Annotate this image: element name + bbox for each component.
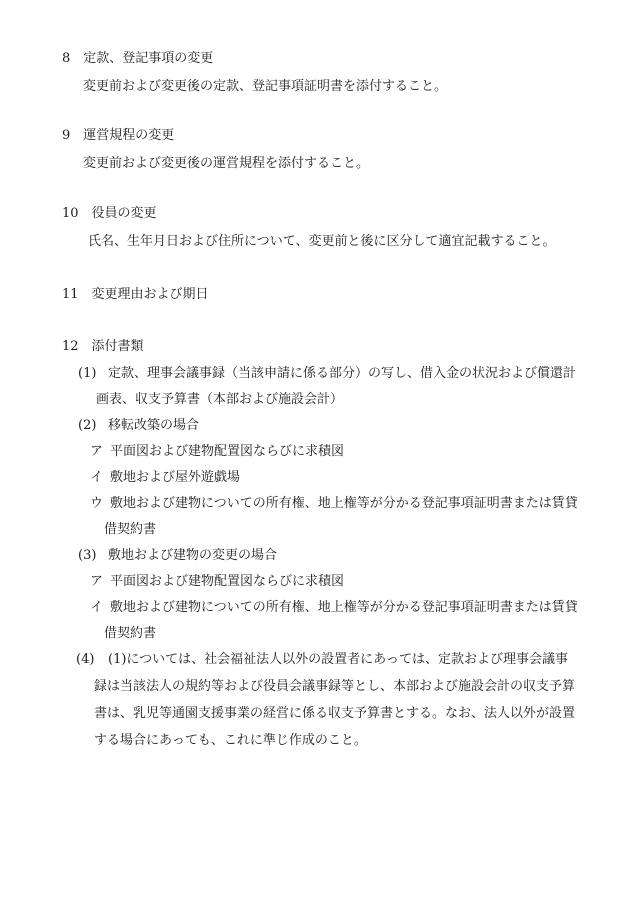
section-8-body: 変更前および変更後の定款、登記事項証明書を添付すること。 (83, 79, 448, 94)
item-3-a-label: ア (90, 574, 104, 589)
section-11-heading: 11 変更理由および期日 (62, 287, 209, 302)
item-2-c-label: ウ (90, 496, 104, 511)
item-3-b-line-1: 敷地および建物についての所有権、地上権等が分かる登記事項証明書または賃貸 (110, 600, 578, 615)
item-4-label: (4) (76, 652, 95, 667)
item-4-line-1: (1)については、社会福祉法人以外の設置者にあっては、定款および理事会議事 (108, 652, 569, 667)
section-10-body: 氏名、生年月日および住所について、変更前と後に区分して適宜記載すること。 (88, 234, 556, 249)
item-2-b-text: 敷地および屋外遊戯場 (110, 470, 241, 485)
item-3-label: (3) (78, 548, 97, 563)
section-10-heading: 10 役員の変更 (62, 206, 157, 221)
section-8-heading: 8 定款、登記事項の変更 (62, 51, 214, 66)
item-2-c-line-2: 借契約書 (104, 522, 157, 537)
item-3-b-line-2: 借契約書 (104, 626, 157, 641)
section-12-heading: 12 添付書類 (62, 339, 144, 354)
section-9-body: 変更前および変更後の運営規程を添付すること。 (83, 156, 370, 171)
item-1-label: (1) (78, 366, 97, 381)
item-4-line-3: 書は、乳児等通園支援事業の経営に係る収支予算書とする。なお、法人以外が設置 (94, 706, 576, 721)
item-2-a-text: 平面図および建物配置図ならびに求積図 (110, 444, 345, 459)
item-2-a-label: ア (90, 444, 104, 459)
item-3-a-text: 平面図および建物配置図ならびに求積図 (110, 574, 345, 589)
item-2-label: (2) (78, 418, 97, 433)
item-4-line-2: 録は当該法人の規約等および役員会議事録等とし、本部および施設会計の収支予算 (94, 679, 576, 694)
item-3-b-label: イ (90, 600, 104, 615)
item-2-text: 移転改築の場合 (108, 418, 200, 433)
item-2-c-line-1: 敷地および建物についての所有権、地上権等が分かる登記事項証明書または賃貸 (110, 496, 578, 511)
section-9-heading: 9 運営規程の変更 (62, 128, 175, 143)
item-4-line-4: する場合にあっても、これに準じ作成のこと。 (94, 733, 367, 748)
item-2-b-label: イ (90, 470, 104, 485)
item-3-text: 敷地および建物の変更の場合 (108, 548, 278, 563)
item-1-line-2: 画表、収支予算書（本部および施設会計） (96, 392, 344, 407)
item-1-line-1: 定款、理事会議事録（当該申請に係る部分）の写し、借入金の状況および償還計 (108, 366, 577, 381)
